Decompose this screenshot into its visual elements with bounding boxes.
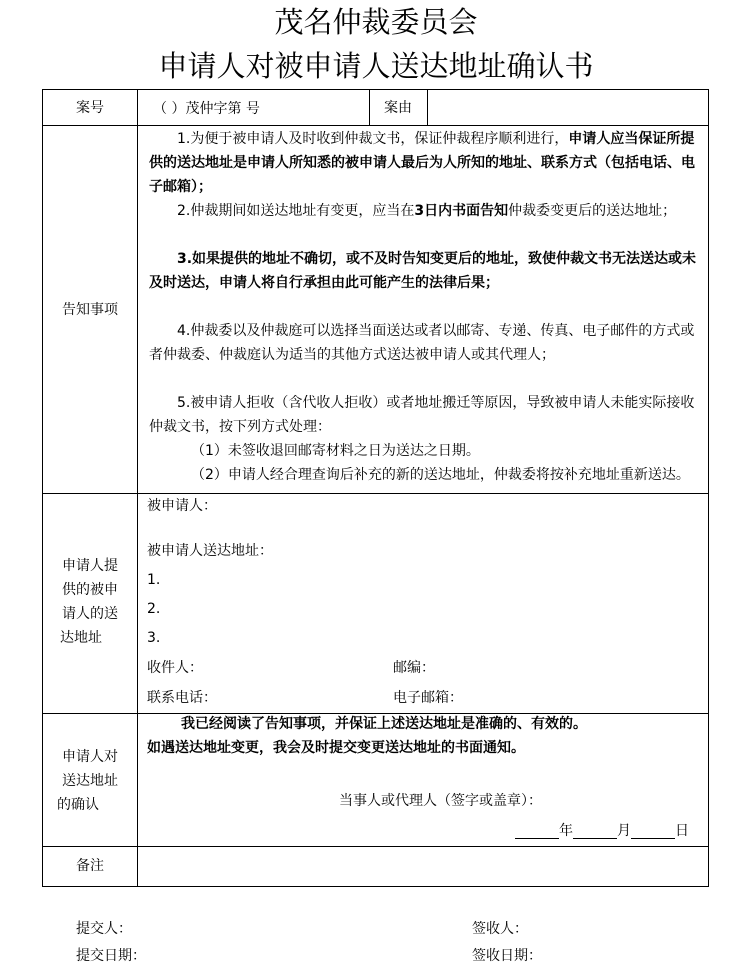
address-label: 供的被申 [62, 582, 118, 598]
document-subtitle: 申请人对被申请人送达地址确认书 [158, 49, 594, 83]
case-number-label: 案号 [76, 100, 104, 116]
signature-label: 当事人或代理人（签字或盖章）： [339, 793, 542, 809]
remark-label: 备注 [76, 858, 104, 874]
month-blank[interactable] [573, 824, 617, 839]
address-label: 请人的送 [62, 606, 118, 622]
confirmation-form [42, 89, 709, 887]
confirm-label: 送达地址 [62, 773, 118, 789]
year-label: 年 [559, 823, 573, 839]
row-divider [43, 125, 708, 126]
notice-text: 1.为便于被申请人及时收到仲裁文书，保证仲裁程序顺利进行， [177, 131, 569, 147]
address-line-3[interactable]: 3. [147, 630, 161, 646]
document-title: 茂名仲裁委员会 [274, 5, 478, 39]
receiver-field[interactable]: 签收人： [472, 921, 528, 937]
submit-date-field[interactable]: 提交日期： [76, 948, 146, 964]
row-divider [43, 846, 708, 847]
phone-field[interactable]: 联系电话： [147, 690, 217, 706]
notice-text: 仲裁委变更后的送达地址； [508, 203, 677, 219]
address-line-1[interactable]: 1. [147, 572, 161, 588]
respondent-address-label: 被申请人送达地址： [147, 543, 273, 559]
year-blank[interactable] [515, 824, 559, 839]
signature-date[interactable] [515, 823, 689, 839]
confirm-label: 的确认 [57, 797, 99, 813]
row-divider [43, 493, 708, 494]
case-reason-label: 案由 [384, 100, 412, 116]
address-label: 申请人提 [62, 558, 118, 574]
notice-emphasis: 3日内书面告知 [414, 203, 509, 219]
notice-paragraph-6: （1）未签收退回邮寄材料之日为送达之日期。 [191, 443, 480, 459]
month-label: 月 [617, 823, 631, 839]
day-label: 日 [675, 823, 689, 839]
notice-label: 告知事项 [62, 302, 118, 318]
email-field[interactable]: 电子邮箱： [393, 690, 463, 706]
column-divider [137, 90, 138, 886]
address-label: 达地址 [60, 630, 102, 646]
confirm-statement: 如遇送达地址变更，我会及时提交变更送达地址的书面通知。 [147, 740, 525, 756]
submitter-field[interactable]: 提交人： [76, 921, 132, 937]
confirm-label: 申请人对 [62, 749, 118, 765]
notice-paragraph-7: （2）申请人经合理查询后补充的新的送达地址，仲裁委将按补充地址重新送达。 [191, 467, 690, 483]
recipient-field[interactable]: 收件人： [147, 660, 203, 676]
receive-date-field[interactable]: 签收日期： [472, 948, 542, 964]
notice-paragraph-4: 4.仲裁委以及仲裁庭可以选择当面送达或者以邮寄、专递、传真、电子邮件的方式或者仲裁委、仲裁庭认为适当的其他方式送达被申请人或其代理人； [149, 323, 695, 363]
day-blank[interactable] [631, 824, 675, 839]
notice-text: 2.仲裁期间如送达地址有变更，应当在 [177, 203, 415, 219]
notice-paragraph-2 [149, 199, 705, 223]
postcode-field[interactable]: 邮编： [393, 660, 435, 676]
row-divider [43, 713, 708, 714]
address-line-2[interactable]: 2. [147, 601, 161, 617]
case-number-field[interactable]: （ ）茂仲字第 号 [153, 101, 260, 117]
confirm-statement: 我已经阅读了告知事项，并保证上述送达地址是准确的、有效的。 [181, 716, 587, 732]
column-divider [427, 90, 428, 125]
notice-paragraph-5: 5.被申请人拒收（含代收人拒收）或者地址搬迁等原因，导致被申请人未能实际接收仲裁文书，按下列方式处理： [149, 395, 695, 435]
respondent-field[interactable]: 被申请人： [147, 498, 217, 514]
notice-emphasis: 申请人应当保证所提供的送达地址是申请人所知悉的被申请人最后为人所知的地址、联系方式（包括电话、电子邮箱）； [149, 131, 695, 195]
notice-paragraph-3: 3.如果提供的地址不确切，或不及时告知变更后的地址，致使仲裁文书无法送达或未及时送达，申请人将自行承担由此可能产生的法律后果； [149, 251, 697, 291]
notice-paragraph-1 [149, 127, 705, 199]
